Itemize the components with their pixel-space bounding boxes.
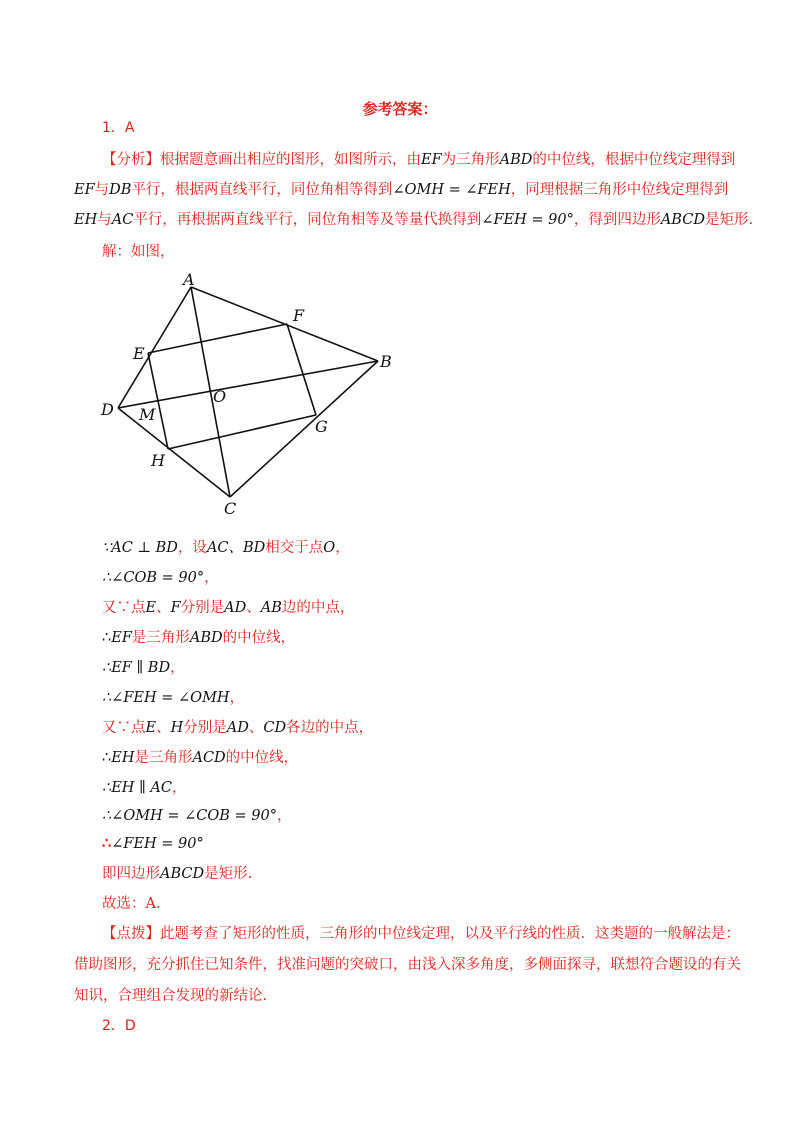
math: ∠FEH = 90°	[481, 212, 574, 228]
text: 又∵点	[102, 600, 146, 616]
math: ABCD	[660, 212, 705, 228]
point-label-c: C	[224, 499, 237, 518]
text: 相交于点	[265, 540, 324, 556]
text: 、	[246, 600, 261, 616]
text: 与	[97, 212, 112, 228]
math: ∴∠OMH = ∠COB = 90°	[102, 808, 277, 824]
math: AC、BD	[206, 540, 266, 556]
proof-line-13: 故选：A.	[102, 896, 161, 912]
text: 平行，根据两直线平行，同位角相等得到	[131, 182, 393, 198]
comment-line-3: 知识，合理组合发现的新结论.	[74, 988, 268, 1004]
math: E	[145, 720, 157, 736]
text: ，得到四边形	[573, 212, 661, 228]
math: EF	[421, 152, 442, 168]
text: 、	[248, 720, 264, 736]
text: 是矩形.	[204, 866, 253, 882]
point-label-o: O	[213, 387, 227, 406]
proof-line-7	[102, 718, 373, 738]
proof-line-6	[102, 688, 244, 708]
geometry-figure	[0, 262, 800, 522]
math: ∴∠COB = 90°	[102, 570, 205, 586]
text: 根据题意画出相应的图形，如图所示，由	[160, 152, 421, 168]
math: ∵AC ⊥ BD	[102, 540, 178, 556]
text: 又∵点	[102, 720, 146, 736]
text: 、	[156, 600, 171, 616]
analysis-line-2	[74, 180, 728, 200]
point-label-d: D	[101, 400, 114, 419]
math: EF	[111, 630, 132, 646]
math: E	[145, 600, 157, 616]
math: ∴∠FEH = ∠OMH	[102, 690, 230, 706]
text: ∴	[102, 750, 112, 766]
text: 、	[156, 720, 171, 736]
answers-title: 参考答案：	[362, 100, 438, 118]
proof-line-1	[102, 538, 350, 558]
text: 分别是	[180, 600, 225, 616]
proof-line-2	[102, 568, 219, 588]
comment-tag: 【点拨】	[102, 926, 160, 942]
text: 的中位线，根据中位线定理得到	[532, 152, 736, 168]
math: ABD	[499, 152, 533, 168]
proof-line-10	[102, 806, 291, 826]
math: ∴EF ∥ BD	[102, 660, 171, 676]
proof-line-5	[102, 658, 185, 678]
point-label-m: M	[139, 405, 156, 424]
math: CD	[263, 720, 287, 736]
comment-line-2: 借助图形，充分抓住已知条件，找准问题的突破口，由浅入深多角度，多侧面探寻，联想符合题设的有关	[74, 957, 741, 973]
text: ，	[335, 540, 350, 556]
point-label-a: A	[183, 270, 195, 289]
text: 为三角形	[441, 152, 500, 168]
math: AD	[224, 600, 247, 616]
math: O	[323, 540, 336, 556]
question-2-answer: 2．D	[102, 1018, 136, 1034]
text: 是三角形	[134, 750, 193, 766]
text: 与	[94, 182, 110, 198]
math: ABD	[189, 630, 223, 646]
analysis-line-3	[74, 210, 753, 230]
text: 平行，再根据两直线平行，同位角相等及等量代换得到	[133, 212, 482, 228]
math: EH	[74, 212, 98, 228]
text: ，同理根据三角形中位线定理得到	[510, 182, 729, 198]
math: ∠OMH = ∠FEH	[392, 182, 511, 198]
proof-line-3	[102, 598, 354, 618]
point-label-h: H	[151, 451, 165, 470]
proof-line-12	[102, 864, 252, 884]
text: 是三角形	[131, 630, 190, 646]
proof-line-8	[102, 748, 298, 768]
text: ，	[229, 690, 245, 706]
math: F	[170, 600, 181, 616]
text: 是矩形.	[704, 212, 754, 228]
point-label-e: E	[133, 344, 145, 363]
math: ABCD	[160, 866, 205, 882]
math: ACD	[192, 750, 226, 766]
text: ，	[170, 660, 185, 676]
proof-line-9	[102, 778, 186, 798]
math: EF	[74, 182, 95, 198]
math: AD	[226, 720, 249, 736]
text: ，设	[177, 540, 207, 556]
text: 此题考查了矩形的性质，三角形的中位线定理，以及平行线的性质．这类题的一般解法是：	[160, 926, 740, 942]
math: EH	[111, 750, 135, 766]
math: AB	[260, 600, 282, 616]
proof-line-11	[102, 834, 204, 854]
math: ∠FEH = 90°	[111, 836, 204, 852]
point-label-g: G	[315, 417, 328, 436]
text: 的中位线，	[222, 630, 296, 646]
text: 即四边形	[102, 866, 160, 882]
math: H	[170, 720, 184, 736]
analysis-line-1	[102, 150, 735, 170]
text: 边的中点，	[281, 600, 355, 616]
question-1-answer: 1．A	[102, 120, 135, 136]
math: ∴EH ∥ AC	[102, 780, 172, 796]
text: 的中位线，	[225, 750, 299, 766]
text: 各边的中点，	[286, 720, 374, 736]
math: AC	[111, 212, 134, 228]
comment-line-1	[102, 924, 740, 944]
solution-intro: 解：如图，	[102, 244, 175, 260]
analysis-tag: 【分析】	[102, 152, 160, 168]
text: ，	[276, 808, 292, 824]
math: DB	[109, 182, 132, 198]
point-label-b: B	[380, 352, 392, 371]
text: ∴	[102, 630, 112, 646]
text: 分别是	[183, 720, 227, 736]
point-label-f: F	[293, 306, 305, 325]
proof-line-4	[102, 628, 295, 648]
text: ，	[204, 570, 219, 586]
text: ，	[171, 780, 187, 796]
text: ∴	[102, 835, 112, 852]
